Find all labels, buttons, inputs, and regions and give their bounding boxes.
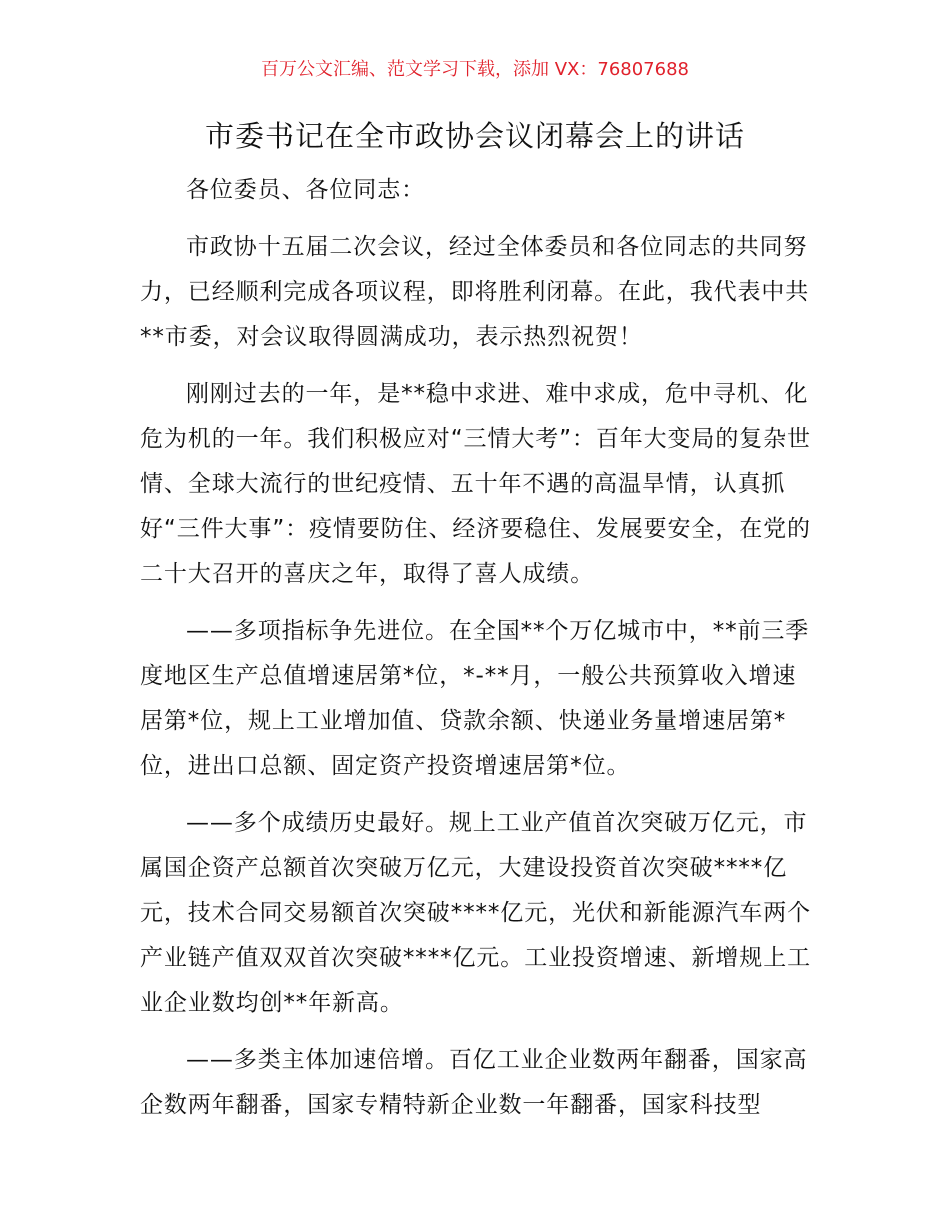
watermark-text: 百万公文汇编、范文学习下载，添加 VX：76807688 [261,59,689,80]
paragraph-review: 刚刚过去的一年，是**稳中求进、难中求成，危中寻机、化危为机的一年。我们积极应对“三情大考”：百年大变局的复杂世情、全球大流行的世纪疫情、五十年不遇的高温旱情，认真抓好“三件大事”：疫情要防住、经济要稳住、发展要安全，在党的二十大召开的喜庆之年，取得了喜人成绩。 [140,381,811,587]
greeting: 各位委员、各位同志： [186,177,425,203]
document-body [140,168,812,1128]
paragraph-entities: ——多类主体加速倍增。百亿工业企业数两年翻番，国家高企数两年翻番，国家专精特新企业数一年翻番，国家科技型 [140,1047,808,1118]
paragraph-opening: 市政协十五届二次会议，经过全体委员和各位同志的共同努力，已经顺利完成各项议程，即将胜利闭幕。在此，我代表中共**市委，对会议取得圆满成功，表示热烈祝贺！ [140,234,810,350]
paragraph-records: ——多个成绩历史最好。规上工业产值首次突破万亿元，市属国企资产总额首次突破万亿元，大建设投资首次突破****亿元，技术合同交易额首次突破****亿元，光伏和新能源汽车两个产业链产值双双首次突破****亿元。工业投资增速、新增规上工业企业数均创**年新高。 [140,810,811,1016]
paragraph-indicators: ——多项指标争先进位。在全国**个万亿城市中，**前三季度地区生产总值增速居第*位，*-**月，一般公共预算收入增速居第*位，规上工业增加值、贷款余额、快递业务量增速居第*位，进出口总额、固定资产投资增速居第*位。 [140,618,810,779]
document-title: 市委书记在全市政协会议闭幕会上的讲话 [204,119,745,153]
